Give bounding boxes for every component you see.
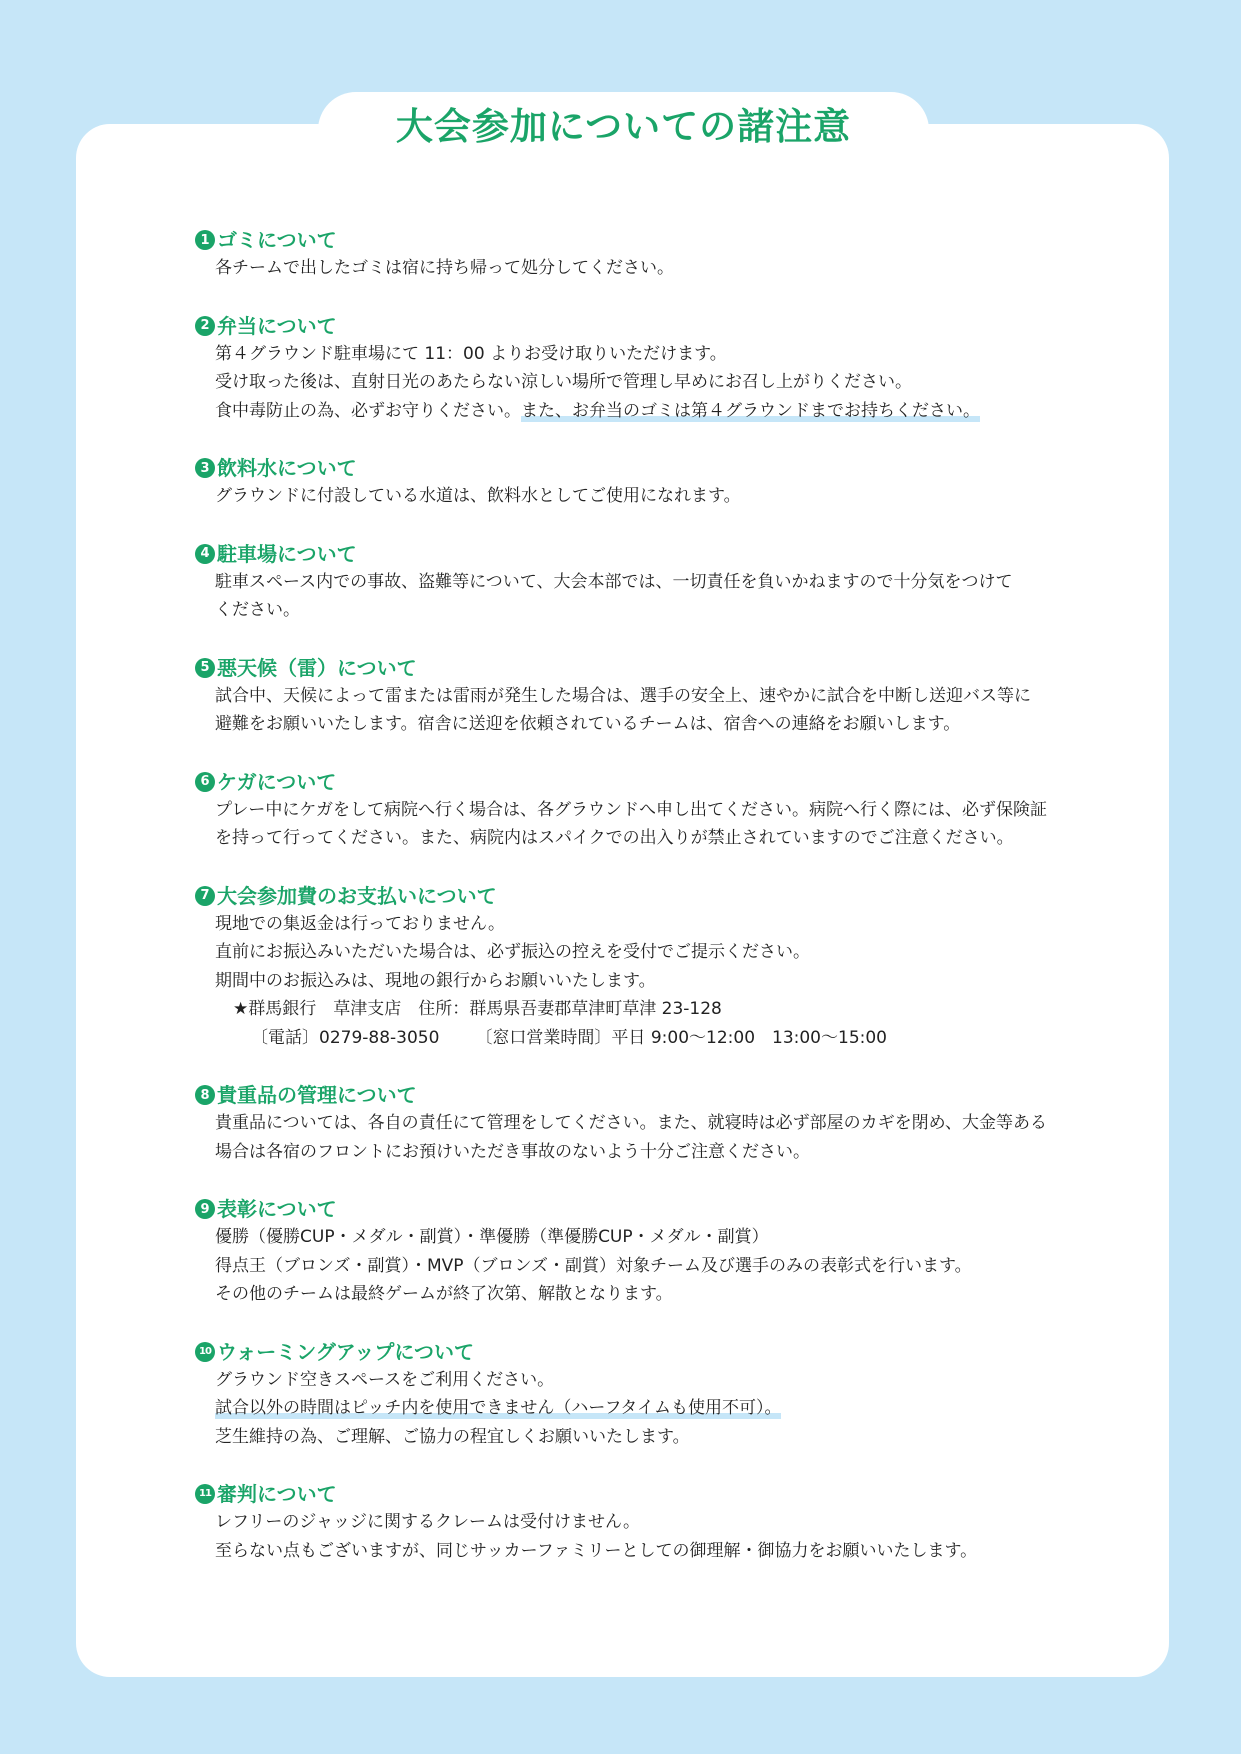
section-text: 避難をお願いいたします。宿舎に送迎を依頼されているチームは、宿舎への連絡をお願いします。	[215, 714, 961, 734]
section-text: グラウンドに付設している水道は、飲料水としてご使用になれます。	[215, 486, 741, 506]
section-text: プレー中にケガをして病院へ行く場合は、各グラウンドへ申し出てください。病院へ行く際には、必ず保険証	[215, 799, 1047, 820]
section-text: を持って行ってください。また、病院内はスパイクでの出入りが禁止されていますのでご注意ください。	[215, 828, 1014, 848]
number-badge: 9	[195, 1199, 215, 1219]
section-text: 現地での集返金は行っておりません。	[215, 913, 506, 934]
section-heading-text: 駐車場について	[217, 541, 357, 566]
number-badge: 1	[195, 230, 215, 250]
section-bad-weather	[195, 654, 1075, 739]
section-referee	[195, 1480, 1075, 1565]
section-text: 試合中、天候によって雷または雷雨が発生した場合は、選手の安全上、速やかに試合を中断し送迎バス等に	[215, 685, 1031, 706]
section-heading-text: 表彰について	[217, 1197, 337, 1221]
section-heading-text: ウォーミングアップについて	[217, 1339, 474, 1364]
section-heading	[195, 454, 1075, 482]
section-valuables	[195, 1081, 1075, 1166]
section-text: 場合は各宿のフロントにお預けいただき事故のないよう十分ご注意ください。	[215, 1141, 810, 1162]
number-badge: 8	[195, 1085, 215, 1105]
section-text: 優勝（優勝CUP・メダル・副賞）・準優勝（準優勝CUP・メダル・副賞）	[215, 1227, 769, 1247]
section-heading	[195, 540, 1075, 568]
section-heading	[195, 882, 1075, 910]
number-badge: 3	[195, 458, 215, 478]
section-parking	[195, 540, 1075, 625]
section-text: 芝生維持の為、ご理解、ご協力の程宜しくお願いいたします。	[215, 1426, 690, 1447]
section-text: 得点王（ブロンズ・副賞）・MVP（ブロンズ・副賞）対象チーム及び選手のみの表彰式を行います。	[215, 1255, 972, 1276]
section-heading-text: 弁当について	[217, 313, 337, 338]
section-heading-text: 審判について	[217, 1482, 337, 1506]
section-text-plain: 食中毒防止の為、必ずお守りください。	[215, 400, 521, 421]
highlighted-text: また、お弁当のゴミは第４グラウンドまでお持ちください。	[521, 400, 980, 421]
section-text: ください。	[215, 600, 300, 620]
bank-phone: 〔電話〕0279-88-3050	[251, 1027, 440, 1048]
section-payment	[195, 882, 1075, 1053]
section-injury	[195, 768, 1075, 853]
section-heading	[195, 226, 1075, 254]
section-garbage	[195, 226, 1075, 283]
section-text: 貴重品については、各自の責任にて管理をしてください。また、就寝時は必ず部屋のカギを閉め、大金等ある	[215, 1113, 1047, 1133]
bank-hours: 〔窓口営業時間〕平日 9:00～12:00 13:00～15:00	[475, 1027, 887, 1048]
number-badge: 7	[195, 886, 215, 906]
number-badge: 4	[195, 544, 215, 564]
section-text: 至らない点もございますが、同じサッカーファミリーとしての御理解・御協力をお願いいたします。	[215, 1540, 978, 1561]
section-text: 期間中のお振込みは、現地の銀行からお願いいたします。	[215, 970, 656, 991]
section-text: 駐車スペース内での事故、盗難等について、大会本部では、一切責任を負いかねますので十分気をつけて	[215, 571, 1013, 592]
section-text: 第４グラウンド駐車場にて 11：00 よりお受け取りいただけます。	[215, 343, 727, 364]
bank-contact	[195, 1024, 1075, 1053]
bank-info: ★群馬銀行 草津支店 住所：群馬県吾妻郡草津町草津 23-128	[233, 999, 722, 1019]
number-badge: 5	[195, 658, 215, 678]
section-drinking-water	[195, 454, 1075, 511]
section-heading-text: 貴重品の管理について	[217, 1083, 417, 1107]
section-heading-text: ゴミについて	[217, 228, 337, 252]
notice-list	[195, 226, 1075, 1594]
section-heading	[195, 1338, 1075, 1366]
section-text	[195, 1394, 1075, 1423]
section-heading	[195, 1480, 1075, 1508]
section-heading-text: ケガについて	[217, 769, 337, 794]
section-heading-text: 飲料水について	[217, 456, 357, 480]
page-title: 大会参加についての諸注意	[395, 105, 852, 148]
section-heading-text: 大会参加費のお支払いについて	[217, 883, 497, 908]
number-badge: 2	[195, 316, 215, 336]
section-heading	[195, 312, 1075, 340]
section-heading	[195, 768, 1075, 796]
section-heading	[195, 1195, 1075, 1223]
section-text: グラウンド空きスペースをご利用ください。	[215, 1369, 555, 1390]
section-text: 各チームで出したゴミは宿に持ち帰って処分してください。	[215, 258, 674, 278]
number-badge: 6	[195, 772, 215, 792]
section-awards	[195, 1195, 1075, 1309]
section-text: レフリーのジャッジに関するクレームは受付けません。	[215, 1512, 640, 1532]
section-text: その他のチームは最終ゲームが終了次第、解散となります。	[215, 1284, 673, 1304]
section-heading	[195, 654, 1075, 682]
section-heading-text: 悪天候（雷）について	[217, 655, 417, 680]
number-badge: 11	[195, 1484, 215, 1504]
section-text	[195, 397, 1075, 426]
section-heading	[195, 1081, 1075, 1109]
section-text: 受け取った後は、直射日光のあたらない涼しい場所で管理し早めにお召し上がりください。	[215, 372, 912, 392]
section-warmup	[195, 1338, 1075, 1452]
section-text: 直前にお振込みいただいた場合は、必ず振込の控えを受付でご提示ください。	[215, 942, 810, 962]
section-lunch	[195, 312, 1075, 426]
highlighted-text: 試合以外の時間はピッチ内を使用できません（ハーフタイムも使用不可）。	[215, 1398, 782, 1418]
number-badge: 10	[195, 1342, 215, 1362]
